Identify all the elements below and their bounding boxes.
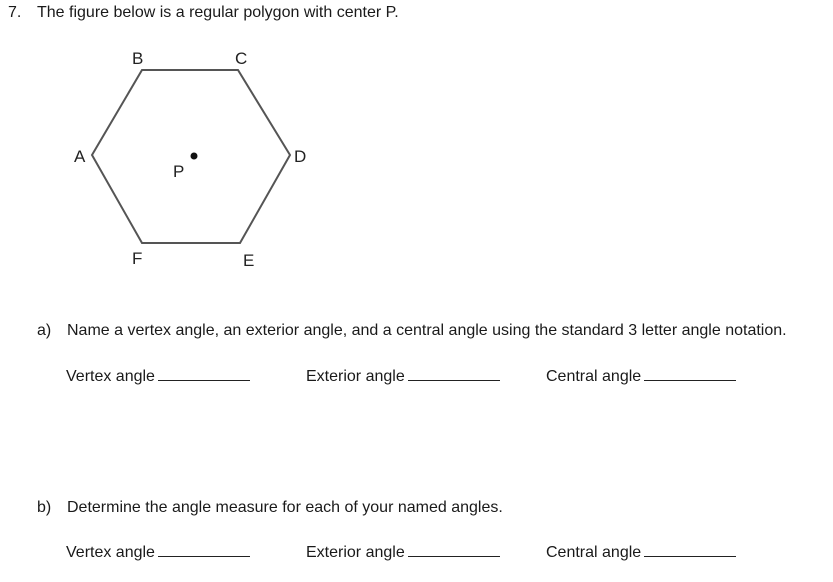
- vertex-label-d: D: [294, 147, 307, 166]
- vertex-label-a: B: [132, 49, 144, 68]
- hexagon-figure: [0, 0, 833, 290]
- answer-blank[interactable]: [408, 555, 500, 557]
- answer-blank[interactable]: [644, 555, 736, 557]
- part-b-exterior-angle-field[interactable]: [306, 544, 500, 562]
- answer-blank[interactable]: [408, 379, 500, 381]
- center-label: P: [173, 162, 185, 181]
- field-label: Central angle: [546, 368, 642, 385]
- field-label: Exterior angle: [306, 368, 405, 385]
- field-label: Vertex angle: [66, 368, 155, 385]
- part-b-vertex-angle-field[interactable]: [66, 544, 250, 562]
- vertex-label-a-left: A: [74, 147, 86, 166]
- part-a-central-angle-field[interactable]: [546, 368, 736, 386]
- part-b-central-angle-field[interactable]: [546, 544, 736, 562]
- field-label: Vertex angle: [66, 544, 155, 561]
- part-a-text: Name a vertex angle, an exterior angle, and a central angle using the standard 3 letter angle notation.: [67, 322, 787, 339]
- vertex-label-f: F: [132, 249, 143, 268]
- part-a-exterior-angle-field[interactable]: [306, 368, 500, 386]
- question-prompt: The figure below is a regular polygon with center P.: [37, 4, 399, 21]
- answer-blank[interactable]: [158, 555, 250, 557]
- vertex-label-e: E: [243, 251, 255, 270]
- part-b-text: Determine the angle measure for each of your named angles.: [67, 499, 503, 516]
- answer-blank[interactable]: [644, 379, 736, 381]
- question-number: 7.: [8, 4, 22, 21]
- vertex-label-c: C: [235, 49, 248, 68]
- part-b-letter: b): [37, 499, 52, 516]
- part-a-vertex-angle-field[interactable]: [66, 368, 250, 386]
- field-label: Central angle: [546, 544, 642, 561]
- center-point: [191, 153, 198, 160]
- field-label: Exterior angle: [306, 544, 405, 561]
- part-a-letter: a): [37, 322, 52, 339]
- answer-blank[interactable]: [158, 379, 250, 381]
